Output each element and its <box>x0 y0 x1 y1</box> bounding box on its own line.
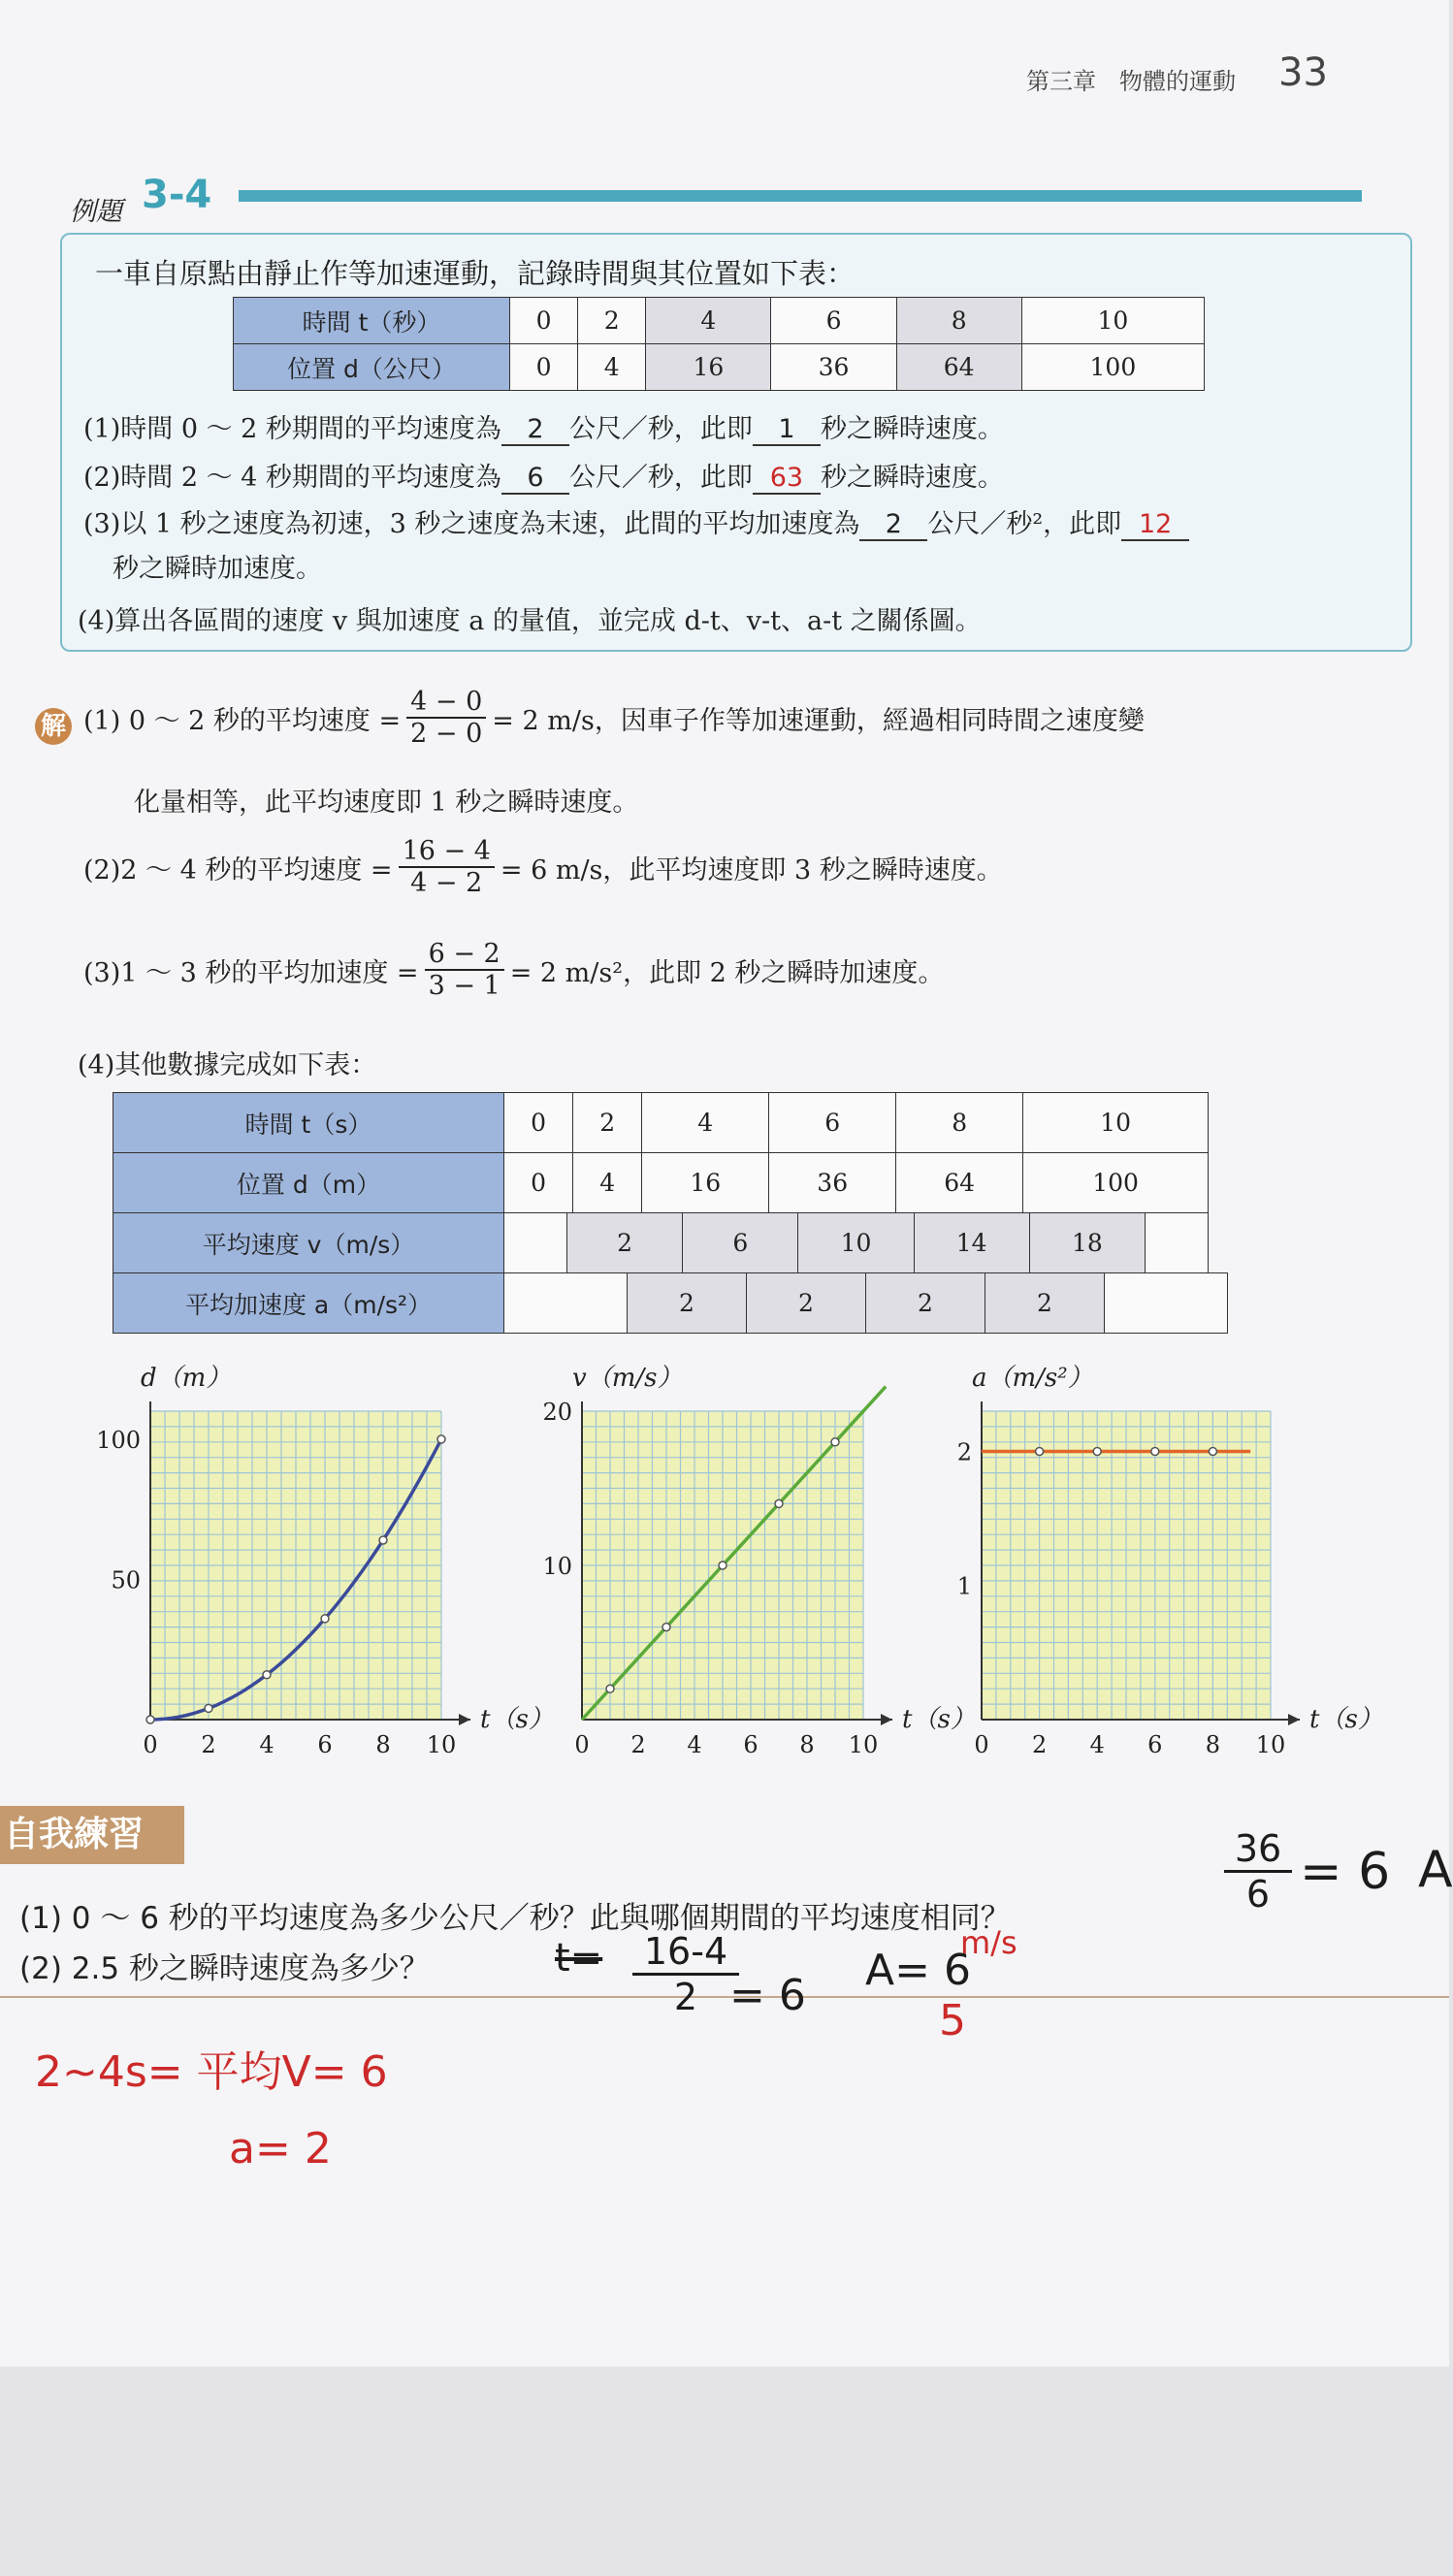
fraction-denominator: 2 − 0 <box>410 719 483 749</box>
data-point <box>775 1499 783 1507</box>
x-axis-arrow <box>1288 1714 1300 1725</box>
solution-step-1-continued: 化量相等，此平均速度即 1 秒之瞬時速度。 <box>134 788 639 818</box>
handwritten-numerator: 16-4 <box>632 1930 739 1976</box>
solution-step-1 <box>83 687 1145 749</box>
handwritten-result-2: = 6 <box>729 1971 806 2020</box>
y-tick-label: 20 <box>542 1399 572 1426</box>
x-axis-label: t（s） <box>1309 1705 1383 1734</box>
fraction-numerator: 16 − 4 <box>399 836 495 868</box>
table-cell: 14 <box>914 1213 1029 1273</box>
solution-step-3 <box>83 939 944 1001</box>
table-cell: 2 <box>578 298 646 344</box>
table-row-group <box>113 1272 1228 1334</box>
x-tick-label: 0 <box>974 1731 989 1758</box>
data-point <box>1093 1447 1101 1455</box>
x-tick-label: 2 <box>201 1731 216 1758</box>
handwritten-numerator: 36 <box>1224 1827 1292 1873</box>
data-point <box>719 1562 726 1569</box>
table-cell: 8 <box>896 1093 1023 1153</box>
table-cell: 2 <box>567 1213 683 1273</box>
table-cell: 18 <box>1029 1213 1145 1273</box>
data-point <box>321 1615 329 1623</box>
answer-blank: 6 <box>501 463 569 495</box>
table-cell: 2 <box>866 1273 985 1334</box>
answer-blank: 12 <box>1121 509 1189 541</box>
table-cell: 6 <box>769 1093 896 1153</box>
example-intro: 一車自原點由靜止作等加速運動，記錄時間與其位置如下表： <box>95 257 856 290</box>
question-4: (4)算出各區間的速度 v 與加速度 a 的量值，並完成 d-t、v-t、a-t 之關係圖。 <box>78 606 982 636</box>
question-text: 公尺／秒²，此即 <box>927 509 1122 539</box>
solution-text: (3)1 ～ 3 秒的平均加速度 = <box>83 957 419 988</box>
data-point <box>1036 1447 1044 1455</box>
x-axis-arrow <box>881 1714 892 1725</box>
table-row-label-acceleration: 平均加速度 a（m/s²） <box>113 1273 504 1334</box>
solution-badge <box>35 708 72 745</box>
solution-step-2 <box>83 836 1003 898</box>
solution-text: = 2 m/s²，此即 2 秒之瞬時加速度。 <box>509 957 945 988</box>
handwritten-fraction-2 <box>632 1930 739 2018</box>
practice-heading: 自我練習 <box>0 1806 184 1864</box>
x-tick-label: 8 <box>799 1731 815 1758</box>
answer-blank: 63 <box>753 463 821 495</box>
question-text: (2)時間 2 ～ 4 秒期間的平均速度為 <box>83 463 501 493</box>
question-2 <box>83 456 1004 495</box>
table-cell: 10 <box>1021 298 1204 344</box>
example-label: 例題 <box>70 197 122 227</box>
question-1 <box>83 407 1004 446</box>
answer-blank: 2 <box>859 509 927 541</box>
table-cell-empty <box>1146 1213 1209 1273</box>
x-tick-label: 0 <box>143 1731 158 1758</box>
table-cell: 8 <box>896 298 1021 344</box>
table-cell: 2 <box>985 1273 1105 1334</box>
table-cell-empty <box>1105 1273 1228 1334</box>
table-cell: 4 <box>646 298 771 344</box>
table-cell: 100 <box>1021 344 1204 391</box>
table-cell: 0 <box>504 1153 573 1213</box>
handwritten-result: = 6 <box>1300 1843 1391 1901</box>
data-point <box>379 1536 387 1544</box>
practice-question-2: (2) 2.5 秒之瞬時速度為多少？ <box>19 1951 430 1986</box>
question-text: (1)時間 0 ～ 2 秒期間的平均速度為 <box>83 414 501 444</box>
handwritten-letter: A <box>1418 1841 1453 1899</box>
data-point <box>606 1685 614 1692</box>
fraction <box>425 939 504 1001</box>
question-text: 秒之瞬時速度。 <box>820 463 1004 493</box>
x-axis-arrow <box>459 1714 470 1725</box>
data-point <box>1151 1447 1159 1455</box>
x-tick-label: 6 <box>743 1731 759 1758</box>
question-text: 公尺／秒，此即 <box>568 463 753 493</box>
solution-text: (1) 0 ～ 2 秒的平均速度 = <box>83 705 402 736</box>
chapter-title: 第三章 物體的運動 <box>1026 68 1236 95</box>
y-tick-label: 50 <box>111 1566 141 1594</box>
handwritten-five: 5 <box>939 1996 966 2045</box>
x-tick-label: 8 <box>375 1731 391 1758</box>
x-tick-label: 10 <box>1255 1731 1286 1758</box>
solution-badge-label: 解 <box>35 708 72 745</box>
table-cell: 0 <box>504 1093 573 1153</box>
table-cell: 2 <box>628 1273 747 1334</box>
answer-blank: 2 <box>501 414 569 446</box>
y-tick-label: 1 <box>956 1572 972 1600</box>
table-cell: 64 <box>896 1153 1023 1213</box>
x-tick-label: 10 <box>848 1731 879 1758</box>
table-cell: 16 <box>642 1153 769 1213</box>
table-cell: 16 <box>646 344 771 391</box>
question-text: (3)以 1 秒之速度為初速，3 秒之速度為末速，此間的平均加速度為 <box>83 509 860 539</box>
solution-text: = 2 m/s，因車子作等加速運動，經過相同時間之速度變 <box>492 705 1145 736</box>
table-cell: 2 <box>573 1093 642 1153</box>
x-tick-label: 8 <box>1205 1731 1221 1758</box>
example-number: 3-4 <box>142 173 212 217</box>
table-cell: 64 <box>896 344 1021 391</box>
table-cell: 4 <box>578 344 646 391</box>
table-cell: 100 <box>1023 1153 1209 1213</box>
table-cell: 10 <box>1023 1093 1209 1153</box>
fraction-denominator: 3 − 1 <box>428 971 500 1001</box>
handwritten-answer: A= 6 <box>865 1946 971 1995</box>
table-row-label-time: 時間 t（s） <box>113 1093 504 1153</box>
table-cell: 4 <box>642 1093 769 1153</box>
table-row-label-position: 位置 d（m） <box>113 1153 504 1213</box>
handwritten-fraction <box>1224 1827 1292 1916</box>
answer-blank: 1 <box>753 414 821 446</box>
data-point <box>1209 1447 1216 1455</box>
data-point <box>437 1435 445 1443</box>
fraction <box>399 836 495 898</box>
x-tick-label: 10 <box>426 1731 457 1758</box>
table-cell: 0 <box>510 344 578 391</box>
question-3 <box>83 502 1189 541</box>
x-tick-label: 0 <box>574 1731 590 1758</box>
fraction-numerator: 4 − 0 <box>406 687 486 719</box>
table-cell: 36 <box>771 344 896 391</box>
handwritten-note-1: 2~4s= 平均V= 6 <box>35 2047 388 2097</box>
y-axis-label: a（m/s²） <box>972 1364 1093 1393</box>
table-row-label-time: 時間 t（秒） <box>234 298 510 344</box>
table-cell-empty <box>504 1213 567 1273</box>
table-cell: 10 <box>798 1213 914 1273</box>
table-row-label-position: 位置 d（公尺） <box>234 344 510 391</box>
x-axis-label: t（s） <box>480 1705 554 1734</box>
data-point <box>263 1671 271 1679</box>
x-tick-label: 6 <box>1147 1731 1163 1758</box>
table-cell-empty <box>504 1273 628 1334</box>
example-data-table <box>233 297 1205 391</box>
table-cell: 2 <box>747 1273 866 1334</box>
graphs-area <box>0 1353 1449 1770</box>
x-tick-label: 4 <box>1089 1731 1105 1758</box>
table-cell: 36 <box>769 1153 896 1213</box>
table-cell: 6 <box>683 1213 798 1273</box>
fraction-numerator: 6 − 2 <box>425 939 504 971</box>
table-row-group <box>113 1212 1209 1273</box>
table-cell: 4 <box>573 1153 642 1213</box>
handwritten-note-2: a= 2 <box>229 2124 332 2174</box>
data-point <box>662 1624 670 1631</box>
solution-step-4: (4)其他數據完成如下表： <box>78 1050 377 1080</box>
practice-question-1: (1) 0 ～ 6 秒的平均速度為多少公尺／秒？此與哪個期間的平均速度相同？ <box>19 1901 1011 1936</box>
data-point <box>831 1438 839 1446</box>
y-tick-label: 10 <box>542 1553 572 1580</box>
x-tick-label: 6 <box>317 1731 333 1758</box>
y-tick-label: 2 <box>956 1438 972 1466</box>
handwritten-denominator: 6 <box>1245 1873 1271 1916</box>
fraction-denominator: 4 − 2 <box>410 868 483 898</box>
x-tick-label: 4 <box>687 1731 702 1758</box>
v-t-chart <box>542 1364 975 1758</box>
solution-data-table <box>113 1092 1228 1344</box>
data-point <box>146 1716 154 1723</box>
question-text: 秒之瞬時速度。 <box>820 414 1004 444</box>
data-point <box>205 1704 212 1712</box>
fraction <box>406 687 486 749</box>
table-row-label-velocity: 平均速度 v（m/s） <box>113 1213 504 1273</box>
table-row-group <box>113 1092 1209 1213</box>
solution-text: (2)2 ～ 4 秒的平均速度 = <box>83 854 393 886</box>
x-tick-label: 4 <box>259 1731 274 1758</box>
y-axis-label: v（m/s） <box>572 1364 683 1393</box>
page-number: 33 <box>1278 50 1328 95</box>
solution-text: = 6 m/s，此平均速度即 3 秒之瞬時速度。 <box>500 854 1003 886</box>
a-t-chart <box>957 1364 1383 1758</box>
question-text: 公尺／秒，此即 <box>568 414 753 444</box>
example-heading-bar <box>239 190 1362 202</box>
x-axis-label: t（s） <box>902 1705 976 1734</box>
y-tick-label: 100 <box>96 1426 141 1454</box>
handwritten-crossed: t= <box>555 1936 603 1980</box>
question-3-continued: 秒之瞬時加速度。 <box>113 554 322 584</box>
x-tick-label: 2 <box>630 1731 646 1758</box>
x-tick-label: 2 <box>1031 1731 1048 1758</box>
y-axis-label: d（m） <box>141 1364 232 1393</box>
table-cell: 0 <box>510 298 578 344</box>
d-t-chart <box>96 1364 554 1758</box>
table-cell: 6 <box>771 298 896 344</box>
handwritten-unit: m/s <box>960 1924 1017 1961</box>
handwritten-denominator: 2 <box>673 1976 698 2018</box>
